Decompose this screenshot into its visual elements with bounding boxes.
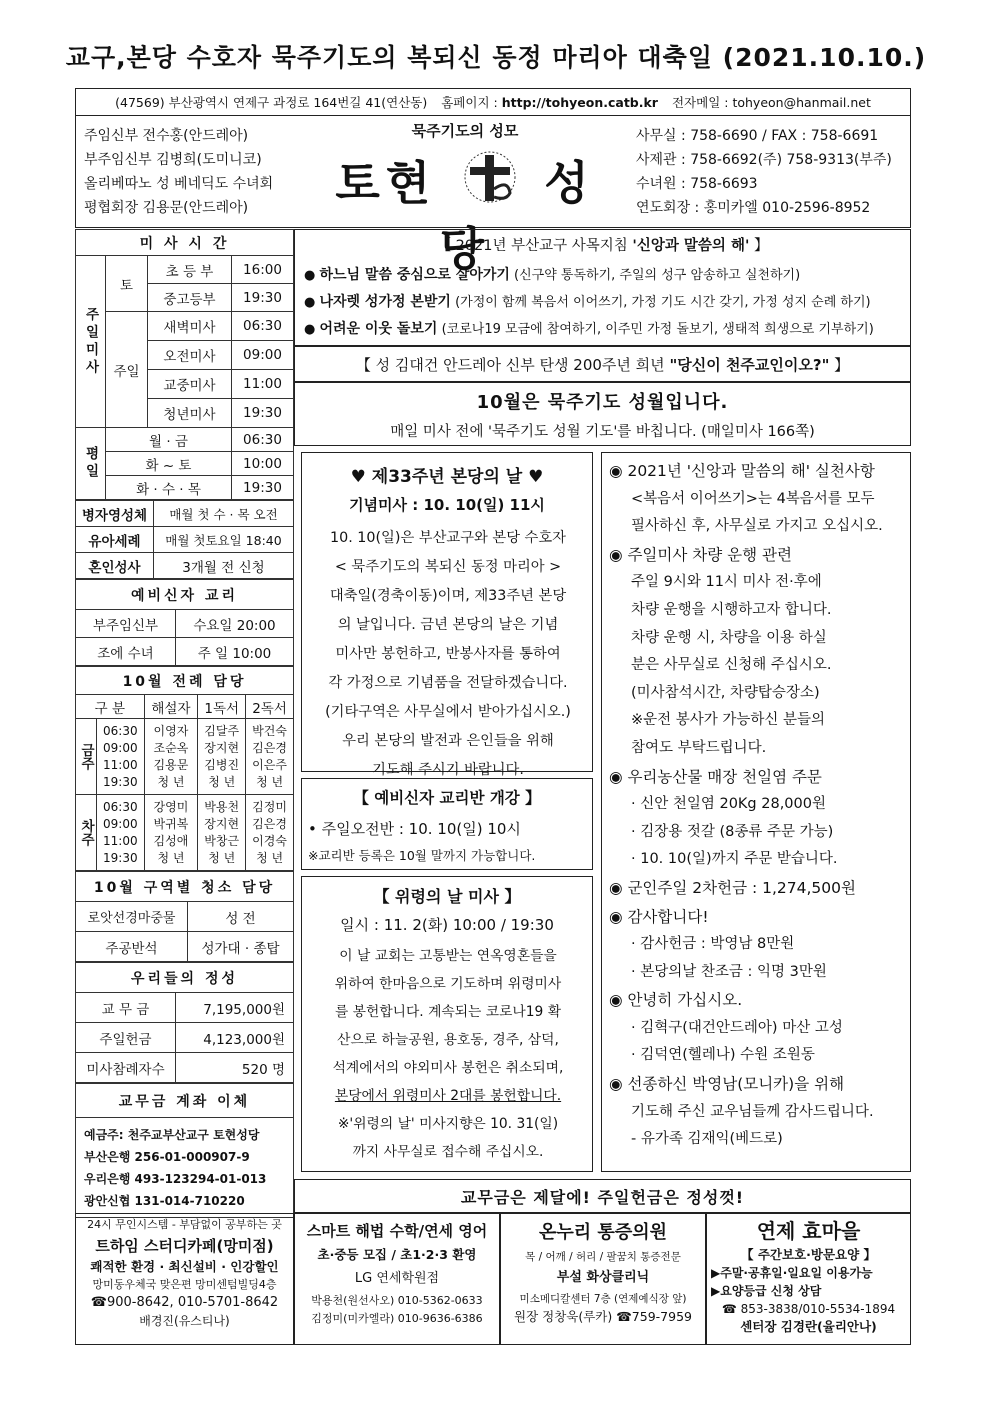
memorial-date: 일시 : 11. 2(화) 10:00 / 19:30: [340, 916, 554, 934]
left-column: [75, 229, 294, 1218]
church-logo: 묵주기도의 성모 토현 성당: [335, 122, 595, 276]
rosary-title: 10월은 묵주기도 성월입니다.: [476, 392, 729, 413]
catechumen-note: ※교리반 등록은 10월 말까지 가능합니다.: [308, 848, 536, 863]
notice-line: · 김덕연(헬레나) 수원 조원동: [631, 1047, 815, 1064]
notice-line: 분은 사무실로 신청해 주십시오.: [631, 657, 832, 674]
notice-heading: ◉ 감사합니다!: [609, 907, 709, 926]
notice-line: 참여도 부탁드립니다.: [631, 739, 767, 756]
mass-schedule-table: 미 사 시 간 주일미사 토 초 등 부 16:00 중고등부 19:30 주일 새벽미사 06:30 오전미사 09:00 교중미사 11:00 청년미사 19:30 평일 월 · 금 06:30 화 ~ 토 10:00 화 · 수 · 목 19:30: [75, 229, 294, 500]
ad-academy: 스마트 해법 수학/연세 영어 초·중등 모집 / 초1·2·3 환영 LG 연세학원점 박용천(원선사오) 010-5362-0633 김정미(미카엘라) 010-9636-6386: [294, 1213, 500, 1345]
notice-line: · 본당의날 찬조금 : 익명 3만원: [631, 963, 827, 980]
notices-list: [609, 457, 907, 1154]
list-item: ● 어려운 이웃 돌보기 (코로나19 모금에 참여하기, 이주민 가정 돌보기, 생태적 희생으로 기부하기): [304, 321, 874, 337]
staff-list: 주임신부 전수홍(안드레아) 부주임신부 김병희(도미니코) 올리베따노 성 베네딕도 수녀회 평협회장 김용문(안드레아): [84, 128, 274, 216]
address-line: (47569) 부산광역시 연제구 과정로 164번길 41(연산동) 홈페이지 : http://tohyeon.catb.kr 전자메일 : tohyeon@hanmail.net: [115, 95, 871, 110]
notice-heading: ◉ 군인주일 2차헌금 : 1,274,500원: [609, 878, 856, 897]
notice-line: · 김혁구(대건안드레아) 마산 고성: [631, 1019, 843, 1036]
page-title: 교구,본당 수호자 묵주기도의 복되신 동정 마리아 대축일 (2021.10.10.): [65, 43, 927, 72]
memorial-text: 이 날 교회는 고통받는 연옥영혼들을 위하여 한마음으로 기도하며 위령미사 를 봉헌합니다. 계속되는 코로나19 확 산으로 하늘공원, 용호동, 경주, 삼덕, 석계에서의 야외미사 봉헌은 취소되며, 본당에서 위령미사 2대를 봉헌합니다. ※'위령의 날' 미사지향은 10. 31(일) 까지 사무실로 접수해 주십시오.: [332, 948, 564, 1160]
notice-line: ※운전 봉사가 가능하신 분들의: [631, 712, 826, 729]
catechumen-item: • 주일오전반 : 10. 10(일) 10시: [308, 820, 521, 838]
notice-line: · 감사헌금 : 박영남 8만원: [631, 936, 795, 953]
homepage-link[interactable]: http://tohyeon.catb.kr: [501, 95, 658, 110]
notice-line: 주일 9시와 11시 미사 전·후에: [631, 574, 822, 591]
notice-heading: ◉ 주일미사 차량 운행 관련: [609, 545, 792, 564]
pastoral-list: [304, 262, 909, 343]
notice-line: <복음서 이어쓰기>는 4복음서를 모두: [631, 490, 875, 507]
offering-table: 우리들의 정성 교 무 금 7,195,000원 주일헌금 4,123,000원 미사참례자수 520 명: [75, 962, 294, 1083]
ad-care-center: 연제 효마을 【 주간보호·방문요양 】 ▶주말·공휴일·일요일 이용가능 ▶요양등급 신청 상담 ☎ 853-3838/010-5534-1894 센터장 김경란(율리안나): [706, 1213, 911, 1345]
ad-studycafe: 24시 무인시스템 - 부담없이 공부하는 곳 트하임 스터디카페(망미점) 쾌적한 환경 · 최신설비 · 인강할인 망미동우체국 맞은편 망미센텀빌딩4층 ☎900-8642, 010-5701-8642 배경진(유스티나): [75, 1213, 294, 1345]
notice-line: (미사참석시간, 차량탑승장소): [631, 684, 820, 701]
jubilee-banner: 【 성 김대건 안드레아 신부 탄생 200주년 희년 "당신이 천주교인이오?" 】: [355, 356, 850, 374]
cross-emblem-icon: [458, 149, 522, 205]
list-item: ● 나자렛 성가정 본받기 (가정이 함께 복음서 이어쓰기, 가정 기도 시간 갖기, 가정 성지 순례 하기): [304, 294, 871, 310]
notice-line: 기도해 주신 교우님들께 감사드립니다.: [631, 1103, 874, 1120]
address: (47569) 부산광역시 연제구 과정로 164번길 41(연산동): [115, 95, 428, 110]
memorial-title: 【 위령의 날 미사 】: [373, 887, 521, 906]
list-item: ● 하느님 말씀 중심으로 살아가기 (신구약 통독하기, 주일의 성구 암송하고 실천하기): [304, 267, 801, 283]
pastoral-title: 【 2021년 부산교구 사목지침 '신앙과 말씀의 해' 】: [436, 238, 769, 254]
contact-list: 사무실 : 758-6690 / FAX : 758-6691 사제관 : 758-6692(주) 758-9313(부주) 수녀원 : 758-6693 연도회장 : 홍미카엘 010-2596-8952: [636, 128, 892, 216]
notice-line: · 신안 천일염 20Kg 28,000원: [631, 796, 826, 813]
email-link[interactable]: tohyeon@hanmail.net: [732, 95, 871, 110]
notice-heading: ◉ 2021년 '신앙과 말씀의 해' 실천사항: [609, 462, 875, 480]
notice-line: 차량 운행을 시행하고자 합니다.: [631, 601, 832, 618]
bank-table: 교무금 계좌 이체 예금주: 천주교부산교구 토현성당 부산은행 256-01-000907-9 우리은행 493-123294-01-013 광안신협 131-014-710220: [75, 1083, 294, 1218]
ad-clinic: 온누리 통증의원 목 / 어깨 / 허리 / 팔꿈치 통증전문 부설 화상클리닉 미소메디칼센터 7층 (연제예식장 앞) 원장 정창욱(루카) ☎759-7959: [500, 1213, 706, 1345]
notice-heading: ◉ 안녕히 가십시오.: [609, 991, 743, 1010]
notice-line: 필사하신 후, 사무실로 가지고 오십시오.: [631, 518, 883, 535]
notice-line: · 김장용 젓갈 (8종류 주문 가능): [631, 823, 834, 840]
rosary-text: 매일 미사 전에 '묵주기도 성월 기도'를 바칩니다. (매일미사 166쪽): [390, 424, 815, 440]
notice-line: - 유가족 김재익(베드로): [631, 1131, 783, 1148]
catechism-table: 예비신자 교리 부주임신부 수요일 20:00 조에 수녀 주 일 10:00: [75, 579, 294, 666]
notice-line: 차량 운행 시, 차량을 이용 하실: [631, 629, 827, 646]
anniversary-mass: 기념미사 : 10. 10(일) 11시: [349, 496, 545, 514]
slogan: 교무금은 제달에! 주일헌금은 정성껏!: [460, 1188, 745, 1207]
sacraments-table: 병자영성체 매월 첫 수 · 목 오전 유아세례 매월 첫토요일 18:40 혼인성사 3개월 전 신청: [75, 500, 294, 579]
anniversary-title: ♥ 제33주년 본당의 날 ♥: [350, 467, 544, 487]
catechumen-title: 【 예비신자 교리반 개강 】: [353, 789, 541, 807]
liturgy-table: 10월 전례 담당 구 분 해설자 1독서 2독서 금주 06:30 09:00 11:00 19:30 이영자 조순옥 김용문 청 년 김달주 장지현 김병진 청 년 박건숙 김은경 이은주 청 년 차주 06:30 09:00 11:00 19:30 강영미 박귀복 김성애 청 년 박용천 장지현 박창근 청 년 김정미 김은경 이경숙 청 년: [75, 666, 294, 871]
notice-heading: ◉ 선종하신 박영남(모니카)을 위해: [609, 1075, 845, 1094]
cleaning-table: 10월 구역별 청소 담당 로앗선경마중물 성 전 주공반석 성가대 · 종탑: [75, 871, 294, 962]
anniversary-text: 10. 10(일)은 부산교구와 본당 수호자 < 묵주기도의 복되신 동정 마리아 > 대축일(경축이동)이며, 제33주년 본당 의 날입니다. 금년 본당의 날은 기념 미사만 봉헌하고, 반봉사자를 통하여 각 가정으로 기념품을 전달하겠습니다. (기타구역은 사무실에서 받아가십시오.) 우리 본당의 발전과 은인들을 위해 기도해 주시기 바랍니다.: [325, 530, 571, 778]
notice-line: · 10. 10(일)까지 주문 받습니다.: [631, 851, 838, 868]
notice-heading: ◉ 우리농산물 매장 천일염 주문: [609, 767, 822, 786]
